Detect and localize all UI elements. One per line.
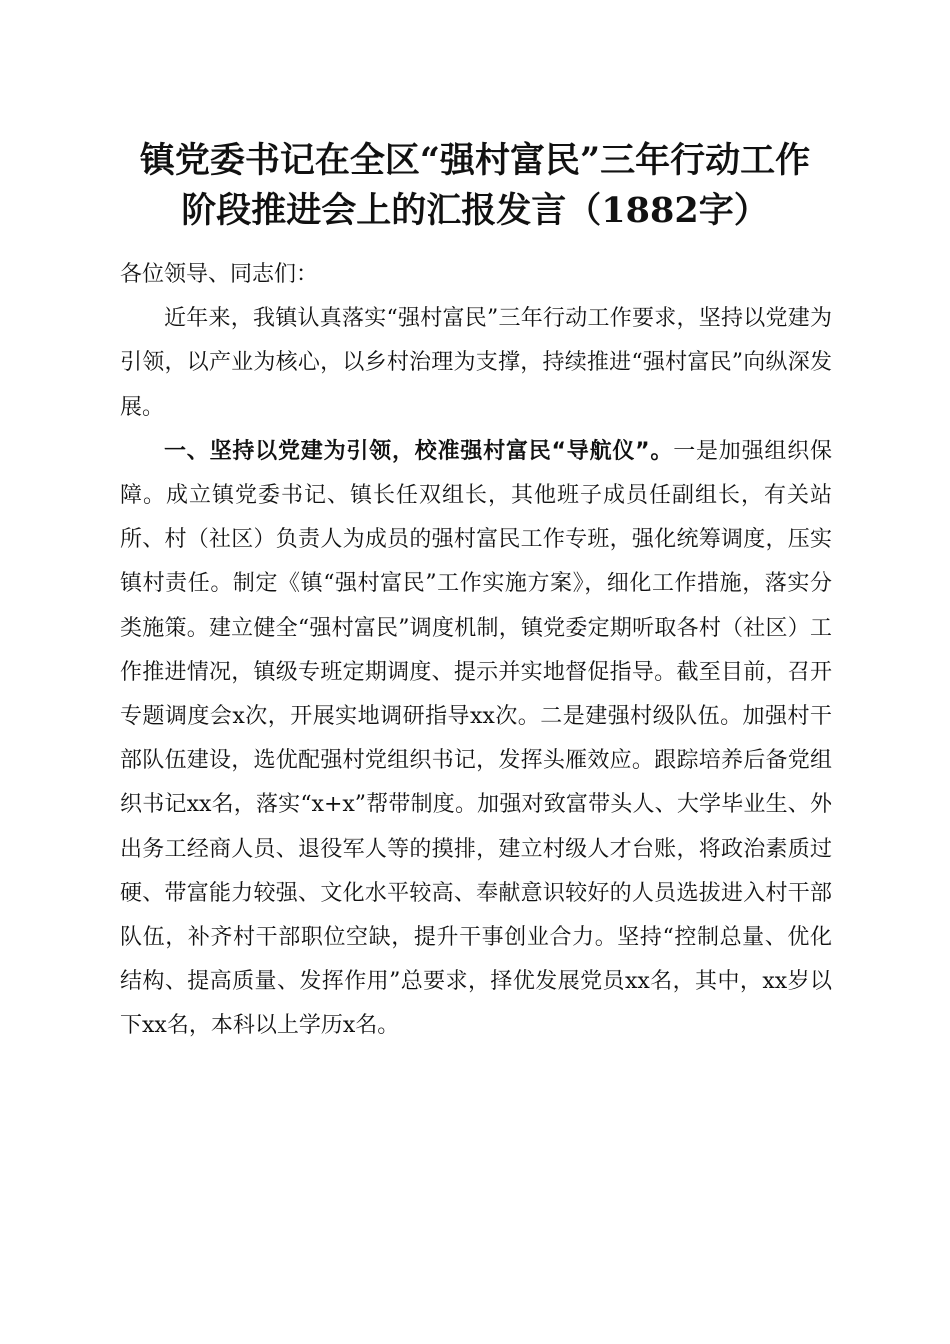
document-body [120,253,832,1049]
intro-paragraph: 近年来，我镇认真落实“强村富民”三年行动工作要求，坚持以党建为引领，以产业为核心，以乡村治理为支撑，持续推进“强村富民”向纵深发展。 [120,306,832,420]
salutation: 各位领导、同志们： [120,262,319,287]
title-line-2: 阶段推进会上的汇报发言（1882字） [181,190,769,231]
document-title [0,136,950,236]
section-1-body: 一是加强组织保障。成立镇党委书记、镇长任双组长，其他班子成员任副组长，有关站所、村（社区）负责人为成员的强村富民工作专班，强化统筹调度，压实镇村责任。制定《镇“强村富民”工作实施方案》，细化工作措施，落实分类施策。建立健全“强村富民”调度机制，镇党委定期听取各村（社区）工作推进情况，镇级专班定期调度、提示并实地督促指导。截至目前，召开专题调度会x次，开展实地调研指导xx次。二是建强村级队伍。加强村干部队伍建设，选优配强村党组织书记，发挥头雁效应。跟踪培养后备党组织书记xx名，落实“x+x”帮带制度。加强对致富带头人、大学毕业生、外出务工经商人员、退役军人等的摸排，建立村级人才台账，将政治素质过硬、带富能力较强、文化水平较高、奉献意识较好的人员选拔进入村干部队伍，补齐村干部职位空缺，提升干事创业合力。坚持“控制总量、优化结构、提高质量、发挥作用”总要求，择优发展党员xx名，其中，xx岁以下xx名，本科以上学历x名。 [120,438,832,1039]
section-1-paragraph [120,430,832,1049]
title-line-1: 镇党委书记在全区“强村富民”三年行动工作 [139,140,811,181]
section-1-heading: 一、坚持以党建为引领，校准强村富民“导航仪”。 [164,438,674,464]
